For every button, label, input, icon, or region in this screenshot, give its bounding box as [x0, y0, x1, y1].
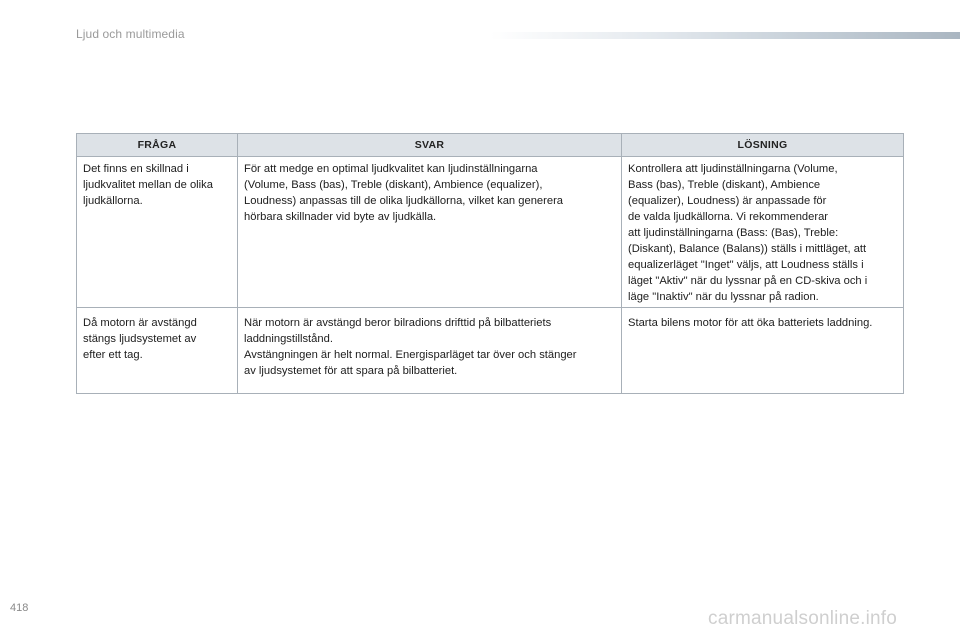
text-line: Loudness) anpassas till de olika ljudkällorna, vilket kan generera [244, 195, 564, 207]
text-line: Bass (bas), Treble (diskant), Ambience [628, 179, 821, 191]
question-cell [77, 308, 238, 394]
solution-cell [622, 308, 904, 394]
table-header-row [77, 134, 904, 157]
text-line: läge "Inaktiv" när du lyssnar på radion. [628, 291, 819, 303]
watermark-text: carmanualsonline.info [708, 608, 898, 629]
table-row [77, 308, 904, 394]
text-line: När motorn är avstängd beror bilradions drifttid på bilbatteriets [244, 317, 552, 329]
troubleshooting-table [76, 133, 904, 394]
text-line: Starta bilens motor för att öka batteriets laddning. [628, 317, 873, 329]
text-line: Då motorn är avstängd [83, 317, 197, 329]
text-line: Kontrollera att ljudinställningarna (Volume, [628, 163, 838, 175]
text-line: equalizerläget "Inget" väljs, att Loudness ställs i [628, 259, 864, 271]
text-line: hörbara skillnader vid byte av ljudkälla. [244, 211, 437, 223]
text-line: att ljudinställningarna (Bass: (Bas), Treble: [628, 227, 839, 239]
text-line: Avstängningen är helt normal. Energisparläget tar över och stänger [244, 349, 577, 361]
answer-cell [238, 308, 622, 394]
text-line: ljudkällorna. [83, 195, 143, 207]
header-decorative-bar [490, 32, 960, 39]
solution-cell [622, 157, 904, 308]
question-cell [77, 157, 238, 308]
text-line: För att medge en optimal ljudkvalitet kan ljudinställningarna [244, 163, 538, 175]
page-number: 418 [10, 602, 29, 614]
text-line: (Volume, Bass (bas), Treble (diskant), Ambience (equalizer), [244, 179, 543, 191]
text-line: (Diskant), Balance (Balans)) ställs i mittläget, att [628, 243, 867, 255]
text-line: de valda ljudkällorna. Vi rekommenderar [628, 211, 829, 223]
column-header-solution: LÖSNING [622, 134, 904, 157]
text-line: efter ett tag. [83, 349, 143, 361]
text-line: läget "Aktiv" när du lyssnar på en CD-skiva och i [628, 275, 868, 287]
answer-cell [238, 157, 622, 308]
column-header-answer: SVAR [238, 134, 622, 157]
text-line: stängs ljudsystemet av [83, 333, 197, 345]
text-line: av ljudsystemet för att spara på bilbatteriet. [244, 365, 458, 377]
column-header-question: FRÅGA [77, 134, 238, 157]
text-line: (equalizer), Loudness) är anpassade för [628, 195, 827, 207]
table-row [77, 157, 904, 308]
section-title: Ljud och multimedia [76, 27, 185, 41]
text-line: laddningstillstånd. [244, 333, 333, 345]
text-line: ljudkvalitet mellan de olika [83, 179, 213, 191]
text-line: Det finns en skillnad i [83, 163, 189, 175]
